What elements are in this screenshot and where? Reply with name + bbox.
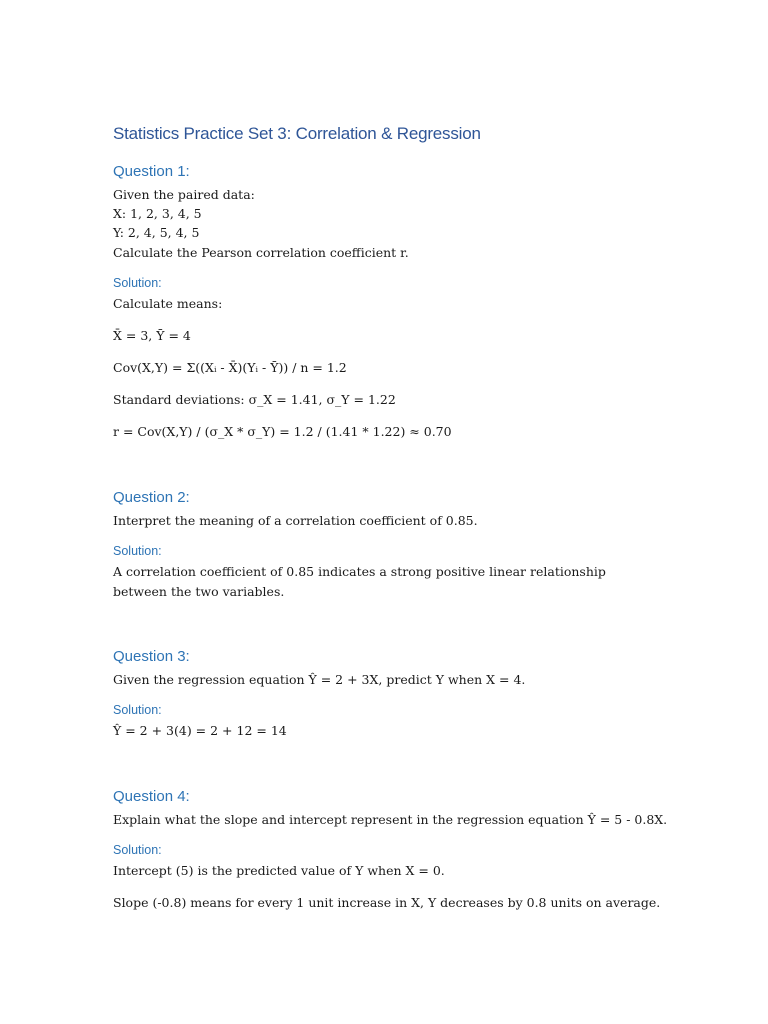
question-4-solution-line: Slope (-0.8) means for every 1 unit increase in X, Y decreases by 0.8 units on average. [113, 895, 661, 910]
question-1-heading: Question 1: [113, 163, 190, 180]
question-3-heading: Question 3: [113, 648, 190, 665]
question-2-text-line: Interpret the meaning of a correlation coefficient of 0.85. [113, 513, 478, 528]
question-1-solution-line: Calculate means: [113, 296, 223, 311]
question-2-heading: Question 2: [113, 489, 190, 506]
question-1-solution-heading: Solution: [113, 276, 162, 290]
question-2-solution-paragraph: A correlation coefficient of 0.85 indicates a strong positive linear relationship between the two variables. [113, 564, 606, 599]
question-4-solution-heading: Solution: [113, 843, 162, 857]
question-1-solution-line: Cov(X,Y) = Σ((Xᵢ - X̄)(Yᵢ - Ȳ)) / n = 1.2 [113, 360, 347, 375]
question-1-text-line: Calculate the Pearson correlation coefficient r. [113, 245, 409, 260]
question-4-solution-line: Intercept (5) is the predicted value of Y when X = 0. [113, 863, 445, 878]
question-4-text-line: Explain what the slope and intercept represent in the regression equation Ŷ = 5 - 0.8X. [113, 812, 668, 827]
document-title: Statistics Practice Set 3: Correlation & Regression [113, 124, 481, 143]
question-1-text-line: Given the paired data: [113, 187, 255, 202]
question-1-solution-line: Standard deviations: σ_X = 1.41, σ_Y = 1.22 [113, 392, 396, 407]
question-3-solution-line: Ŷ = 2 + 3(4) = 2 + 12 = 14 [113, 723, 287, 738]
question-3-solution-heading: Solution: [113, 703, 162, 717]
question-2-solution-heading: Solution: [113, 544, 162, 558]
question-1-solution-line: r = Cov(X,Y) / (σ_X * σ_Y) = 1.2 / (1.41 * 1.22) ≈ 0.70 [113, 424, 452, 439]
question-3-text-line: Given the regression equation Ŷ = 2 + 3X, predict Y when X = 4. [113, 672, 526, 687]
question-4-heading: Question 4: [113, 788, 190, 805]
question-1-text-line: X: 1, 2, 3, 4, 5 [113, 206, 202, 221]
question-1-text-line: Y: 2, 4, 5, 4, 5 [113, 225, 200, 240]
question-1-solution-line: X̄ = 3, Ȳ = 4 [113, 328, 191, 343]
